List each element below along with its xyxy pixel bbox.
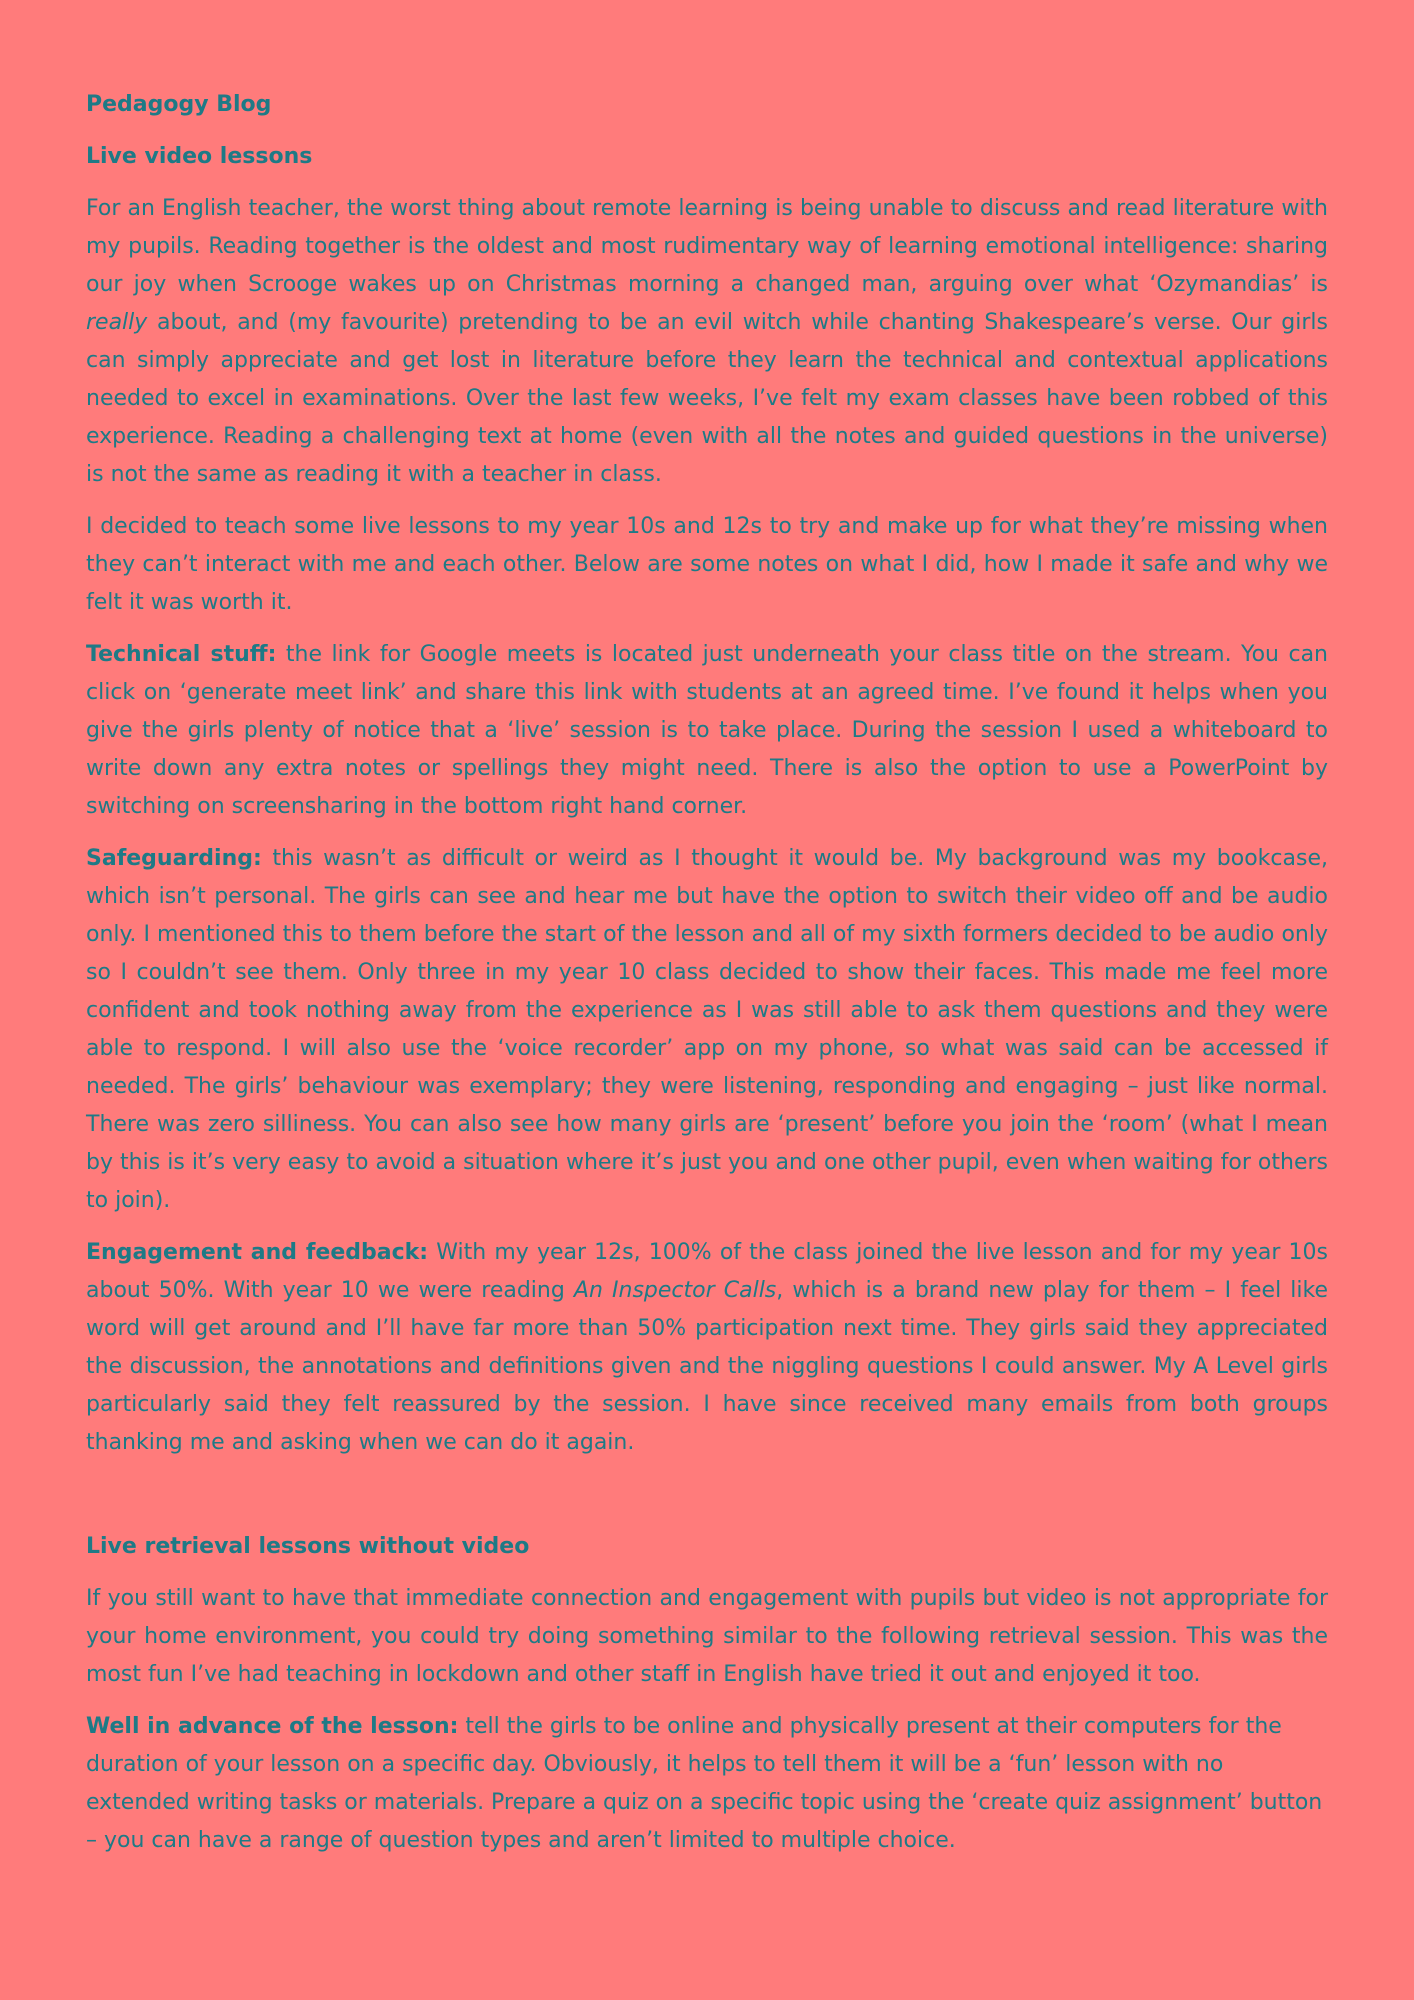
paragraph-intro-text-1: For an English teacher, the worst thing about remote learning is being unable to discuss and read literature with my pupils. Reading together is the oldest and most rudimentary way of learning emotional intelligence: sharing our joy when Scrooge wakes up on Christmas morning a changed man, arguing over what ‘Ozymandias’ is <box>86 196 1328 297</box>
paragraph-technical <box>86 636 1328 826</box>
section-spacer <box>86 1476 1328 1528</box>
section-heading-live-video-lessons: Live video lessons <box>86 144 313 169</box>
paragraph-decision: I decided to teach some live lessons to my year 10s and 12s to try and make up for what they’re missing when they can’t interact with me and each other. Below are some notes on what I did, how I made it safe and why we felt it was worth it. <box>86 514 1328 615</box>
paragraph-advance <box>86 1708 1328 1860</box>
blog-title: Pedagogy Blog <box>86 92 272 117</box>
paragraph-safeguarding <box>86 840 1328 1220</box>
safeguarding-lead: Safeguarding: <box>86 846 262 871</box>
technical-text: the link for Google meets is located just underneath your class title on the stream. You can click on ‘generate meet link’ and share this link with students at an agreed time. I’ve found it helps when you give the girls plenty of notice that a ‘live’ session is to take place. During the session I used a whiteboard to write down any extra notes or spellings they might need. There is also the option to use a PowerPoint by switching on screensharing in the bottom right hand corner. <box>86 642 1328 819</box>
engagement-emphasis: An Inspector Calls <box>573 1278 777 1303</box>
safeguarding-text: this wasn’t as difficult or weird as I thought it would be. My background was my bookcase, which isn’t personal. The girls can see and hear me but have the option to switch their video off and be audio only. I mentioned this to them before the start of the lesson and all of my sixth formers decided to be audio only so I couldn’t see them. Only three in my year 10 class decided to show their faces. This made me feel more confident and took nothing away from the experience as I was still able to ask them questions and they were able to respond. I will also use the ‘voice recorder’ app on my phone, so what was said can be accessed if needed. The girls’ behaviour was exemplary; they were listening, responding and engaging – just like normal. There was zero silliness. You can also see how many girls are ‘present’ before you join the ‘room’ (what I mean by this is it’s very easy to avoid a situation where it’s just you and one other pupil, even when waiting for others to join). <box>86 846 1328 1213</box>
paragraph-intro-text-2: about, and (my favourite) pretending to be an evil witch while chanting Shakespeare’s verse. Our girls can simply appreciate and get lost in literature before they learn the technical and contextual applications needed to excel in examinations. Over the last few weeks, I’ve felt my exam classes have been robbed of this experience. Reading a challenging text at home (even with all the notes and guided questions in the universe) is not the same as reading it with a teacher in class. <box>86 310 1328 487</box>
paragraph-intro <box>86 190 1328 494</box>
engagement-text-1: With my year 12s, 100% of the class joined the live lesson and for my year 10s about 50%. With year 10 we were reading <box>86 1240 1328 1303</box>
advance-lead: Well in advance of the lesson: <box>86 1714 459 1739</box>
advance-text: tell the girls to be online and physically present at their computers for the duration of your lesson on a specific day. Obviously, it helps to tell them it will be a ‘fun’ lesson with no extended writing tasks or materials. Prepare a quiz on a specific topic using the ‘create quiz assignment’ button – you can have a range of question types and aren’t limited to multiple choice. <box>86 1714 1323 1853</box>
engagement-lead: Engagement and feedback: <box>86 1240 429 1265</box>
technical-lead: Technical stuff: <box>86 642 277 667</box>
engagement-text-2: , which is a brand new play for them – I feel like word will get around and I’ll have far more than 50% participation next time. They girls said they appreciated the discussion, the annotations and definitions given and the niggling questions I could answer. My A Level girls particularly said they felt reassured by the session. I have since received many emails from both groups thanking me and asking when we can do it again. <box>86 1278 1328 1455</box>
paragraph-engagement <box>86 1234 1328 1462</box>
paragraph-retrieval-intro: If you still want to have that immediate connection and engagement with pupils but video is not appropriate for your home environment, you could try doing something similar to the following retrieval session. This was the most fun I’ve had teaching in lockdown and other staff in English have tried it out and enjoyed it too. <box>86 1586 1328 1687</box>
section-heading-live-retrieval: Live retrieval lessons without video <box>86 1534 530 1559</box>
paragraph-intro-emphasis: really <box>86 310 148 335</box>
